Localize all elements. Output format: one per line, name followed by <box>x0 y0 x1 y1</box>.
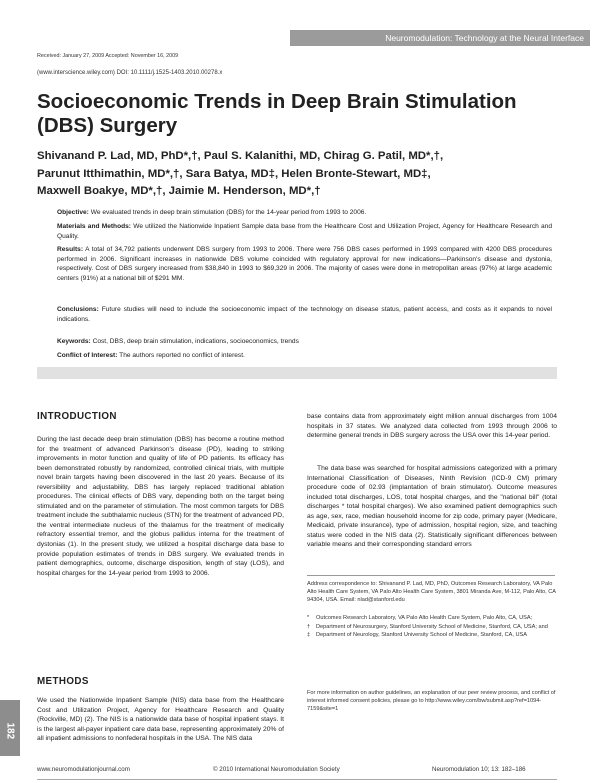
conflict-text: The authors reported no conflict of interest. <box>119 352 245 359</box>
results-label: Results: <box>57 246 84 253</box>
affiliation-text: Outcomes Research Laboratory, VA Palo Alto Health Care System, Palo Alto, CA, USA; <box>316 615 533 621</box>
correspondence-footnote: Address correspondence to: Shivanand P. Lad, MD, PhD, Outcomes Research Laboratory, VA Palo Alto Health Care System, VA Palo Alto Health Care System, 3801 Miranda Ave, M-112, Palo Alto, CA 94304, USA. Email: nlad@stanford.edu <box>307 581 556 604</box>
affiliation-text: Department of Neurology, Stanford University School of Medicine, Stanford, CA, USA <box>316 632 528 639</box>
footer-divider <box>37 779 557 780</box>
conclusions-text: Future studies will need to include the socioeconomic impact of the technology on disease status, patient access, and costs as it expands to novel indications. <box>57 306 552 323</box>
author-guidelines-note: For more information on author guidelines, an explanation of our peer review process, and conflict of interest informed consent policies, please go to http://www.wiley.com/bw/submit.asp?ref=1094-7159&site=1 <box>307 690 556 713</box>
abstract-conclusions <box>57 305 552 324</box>
journal-name-banner: Neuromodulation: Technology at the Neural Interface <box>290 30 590 46</box>
affiliation-text: Department of Neurosurgery, Stanford University School of Medicine, Stanford, CA, USA; and <box>316 623 548 630</box>
page-number: 182 <box>4 722 16 740</box>
affiliation-item <box>307 623 557 631</box>
methods-paragraph-continued: base contains data from approximately eight million annual discharges from 1004 hospitals in 37 states. We analyzed data collected from 1993 through 2006 to determine general trends in DBS surgery across the USA over this 14-year period. <box>307 413 557 440</box>
abstract-results <box>57 245 552 283</box>
keywords <box>57 337 552 347</box>
conclusions-label: Conclusions: <box>57 306 99 313</box>
affiliation-mark: ‡ <box>307 632 311 639</box>
abstract-methods <box>57 222 552 241</box>
methods-paragraph-search: The data base was searched for hospital admissions categorized with a primary International Classification of Diseases, Ninth Revision (ICD-9 CM) primary procedure code of 02.93 (implantation of brain stimulator). Outcome measures included total discharges, LOS, total hospital charges, and the "national bill" (total discharges * total hospital charges). We also examined patient demographics such as age, sex, race, median household income for zip code, primary payer (Medicare, Medicaid, private insurance), type of admission, hospital region, size, and teaching status were coded in the NIS data (2). Statistically significant differences between variable means and their corresponding standard errors <box>307 465 557 549</box>
author-line-1: Shivanand P. Lad, MD, PhD*,†, Paul S. Kalanithi, MD, Chirag G. Patil, MD*,†, <box>37 150 444 162</box>
conflict-of-interest <box>57 351 552 361</box>
methods-label: Materials and Methods: <box>57 223 132 230</box>
abstract-divider <box>37 367 557 379</box>
affiliation-item <box>307 631 557 639</box>
affiliation-mark: † <box>307 623 311 630</box>
received-accepted-dates: Received: January 27, 2009 Accepted: November 16, 2009 <box>37 53 179 59</box>
footer-citation: Neuromodulation 10; 13: 182–186 <box>432 766 526 773</box>
affiliation-list <box>307 614 557 640</box>
page-number-tab <box>0 700 20 756</box>
objective-label: Objective: <box>57 209 89 216</box>
author-line-3: Maxwell Boakye, MD*,†, Jaimie M. Henderson, MD*,† <box>37 185 321 197</box>
conflict-label: Conflict of Interest: <box>57 352 118 359</box>
introduction-heading: INTRODUCTION <box>37 411 117 422</box>
methods-text: We utilized the Nationwide Inpatient Sample data base from the Healthcare Cost and Utilization Project, Agency for Healthcare Research and Quality. <box>57 223 552 240</box>
methods-heading: METHODS <box>37 676 89 687</box>
doi-line: (www.interscience.wiley.com) DOI: 10.1111/j.1525-1403.2010.00278.x <box>37 70 223 76</box>
introduction-paragraph: During the last decade deep brain stimulation (DBS) has become a routine method for the treatment of advanced Parkinson's disease (PD), leading to striking improvements in motor function and quality of life of PD patients. Its efficacy has been demonstrated robustly by randomized, controlled clinical trials, with multiple novel brain targets having been discovered in the last 20 years. Because of its reversibility and adjustability, DBS has largely replaced traditional ablation procedures. The clinical effects of DBS vary, depending both on the target being stimulated and on the parameter of stimulation. The most common targets for DBS treatment include the subthalamic nucleus (STN) for the treatment of advanced PD, the ventral intermediate nucleus of the thalamus for the treatment of medically refractory essential tremor, and the globus pallidus interna for the treatment of dystonias (1). In the present study, we utilized a hospital discharge data base to provide population estimates of trends in DBS surgery. We evaluated trends in patient demographics, outcome, discharge disposition, length of stay (LOS), and hospital charges for the 14-year period from 1993 to 2006. <box>37 436 284 577</box>
footnote-divider <box>307 575 555 576</box>
methods-paragraph: We used the Nationwide Inpatient Sample (NIS) data base from the Healthcare Cost and Utilization Project, Agency for Healthcare Research and Quality (Rockville, MD) (2). The NIS is a nationwide data base of hospital inpatient stays. It is the largest all-payer inpatient care data base, representing approximately 20% of all inpatient admissions to nonfederal hospitals in the USA. The NIS data <box>37 697 284 743</box>
keywords-label: Keywords: <box>57 338 91 345</box>
author-list <box>37 148 577 201</box>
abstract-objective <box>57 208 552 218</box>
footer-copyright: © 2010 International Neuromodulation Society <box>213 766 340 773</box>
keywords-text: Cost, DBS, deep brain stimulation, indications, socioeconomics, trends <box>92 338 299 345</box>
footer-journal-url[interactable]: www.neuromodulationjournal.com <box>37 766 130 773</box>
objective-text: We evaluated trends in deep brain stimulation (DBS) for the 14-year period from 1993 to 2006. <box>90 209 367 216</box>
article-title: Socioeconomic Trends in Deep Brain Stimulation (DBS) Surgery <box>37 90 517 137</box>
results-text: A total of 34,792 patients underwent DBS surgery from 1993 to 2006. There were 756 DBS cases performed in 1993 compared with 4200 DBS procedures performed in 2006. Significant increases in nationwide DBS volume coincided with regulatory approval for new indications—Parkinson's disease and dystonia, respectively. Cost of DBS surgery increased from $38,840 in 1993 to $69,329 in 2006. The majority of cases were done in metropolitan areas (97%) at large academic centers (91%) at a national bill of $291 MM. <box>57 246 552 282</box>
author-line-2: Parunut Itthimathin, MD*,†, Sara Batya, MD‡, Helen Bronte-Stewart, MD‡, <box>37 167 431 180</box>
affiliation-mark: * <box>307 615 310 621</box>
affiliation-item <box>307 614 557 622</box>
